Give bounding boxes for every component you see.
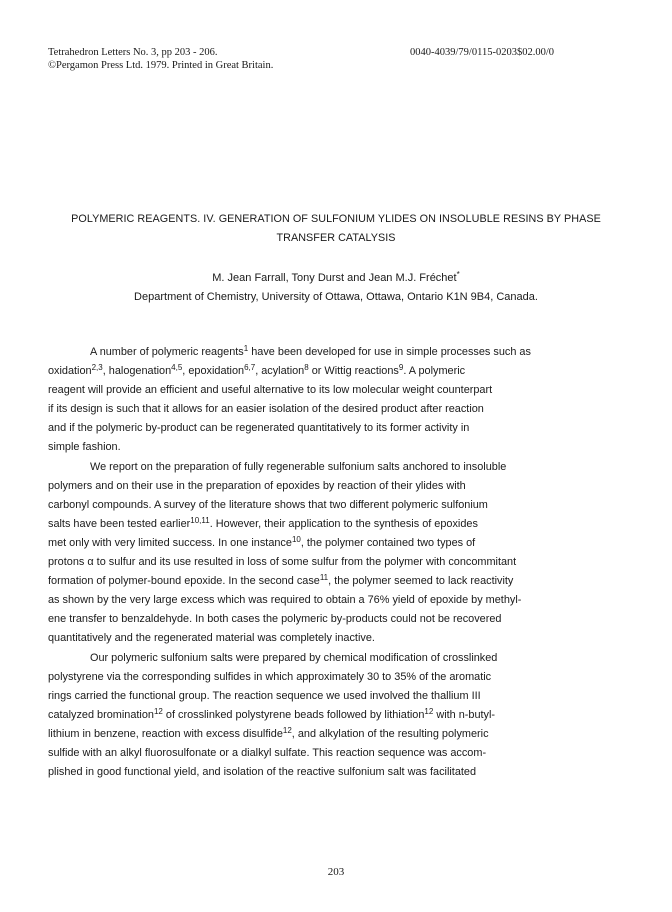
body-text-segment: carbonyl compounds. A survey of the literature shows that two different polymeric sulfonium [48, 498, 488, 511]
publisher-line: ©Pergamon Press Ltd. 1979. Printed in Great Britain. [48, 60, 274, 71]
body-text-segment: , halogenation [102, 365, 172, 378]
body-text-segment: with n-butyl- [433, 708, 496, 721]
body-line [48, 343, 620, 362]
body-line [48, 515, 620, 534]
page-number: 203 [327, 866, 345, 878]
reference-superscript: 1 [243, 344, 249, 353]
body-text-segment: polystyrene via the corresponding sulfides in which approximately 30 to 35% of the aromatic [48, 670, 492, 683]
body-text-segment: oxidation [48, 365, 92, 378]
body-text-segment: . However, their application to the synthesis of epoxides [209, 517, 478, 530]
body-line [48, 591, 620, 610]
body-text-segment: met only with very limited success. In one instance [48, 536, 292, 549]
body-text-segment: rings carried the functional group. The reaction sequence we used involved the thallium III [48, 689, 481, 702]
body-text-segment: sulfide with an alkyl fluorosulfonate or a dialkyl sulfate. This reaction sequence was accom- [48, 746, 487, 759]
body-line [48, 458, 620, 477]
body-line [48, 400, 620, 419]
body-text-segment: , epoxidation [182, 365, 245, 378]
body-line [48, 553, 620, 572]
body-line [48, 477, 620, 496]
journal-header [48, 46, 273, 72]
body-text-segment: have been developed for use in simple processes such as [248, 346, 531, 358]
body-line [48, 362, 620, 381]
body-line [48, 706, 620, 725]
body-text-segment: A number of polymeric reagents [90, 346, 244, 358]
body-text-segment: as shown by the very large excess which was required to obtain a 76% yield of epoxide by methyl- [48, 594, 522, 607]
body-line [48, 572, 620, 591]
body-text-segment: formation of polymer-bound epoxide. In the second case [48, 575, 320, 588]
body-text-segment: protons α to sulfur and its use resulted in loss of some sulfur from the polymer with concommitant [48, 556, 517, 569]
body-text-segment: . A polymeric [403, 365, 466, 378]
reference-superscript: 6,7 [244, 363, 256, 373]
body-line [48, 668, 620, 687]
body-line [48, 744, 620, 763]
body-text-segment: or Wittig reactions [308, 365, 399, 378]
body-text-segment: salts have been tested earlier [48, 517, 191, 530]
corresponding-author-mark: * [456, 270, 460, 279]
body-line [48, 629, 620, 648]
body-text-segment: if its design is such that it allows for an easier isolation of the desired product after reaction [48, 403, 484, 416]
body-text-segment: of crosslinked polystyrene beads followed by lithiation [162, 708, 425, 721]
journal-line: Tetrahedron Letters No. 3, pp 203 - 206. [48, 47, 218, 58]
author-names: M. Jean Farrall, Tony Durst and Jean M.J. Fréchet [212, 272, 457, 284]
body-text-segment: polymers and on their use in the preparation of epoxides by reaction of their ylides with [48, 479, 466, 492]
reference-superscript: 8 [304, 363, 309, 373]
body-text-segment: quantitatively and the regenerated material was completely inactive. [48, 632, 375, 645]
reference-superscript: 9 [398, 363, 404, 373]
body-line [48, 496, 620, 515]
body-text [48, 343, 620, 782]
reference-superscript: 11 [319, 573, 329, 583]
paper-title-line-1: POLYMERIC REAGENTS. IV. GENERATION OF SULFONIUM YLIDES ON INSOLUBLE RESINS BY PHASE [71, 213, 601, 225]
body-text-segment: reagent will provide an efficient and useful alternative to its low molecular weight counterpart [48, 384, 493, 397]
authors [60, 272, 612, 285]
body-line [48, 534, 620, 553]
body-line [48, 725, 620, 744]
body-text-segment: , and alkylation of the resulting polymeric [291, 727, 489, 740]
reference-superscript: 12 [153, 706, 163, 716]
body-text-segment: We report on the preparation of fully regenerable sulfonium salts anchored to insoluble [90, 460, 507, 473]
body-text-segment: plished in good functional yield, and isolation of the reactive sulfonium salt was facilitated [48, 766, 477, 779]
reference-superscript: 2,3 [91, 363, 103, 373]
body-text-segment: ene transfer to benzaldehyde. In both cases the polymeric by-products could not be recovered [48, 613, 502, 626]
body-line [48, 687, 620, 706]
body-line [48, 763, 620, 782]
body-line [48, 419, 620, 438]
body-text-segment: Our polymeric sulfonium salts were prepared by chemical modification of crosslinked [90, 651, 498, 664]
body-line [48, 649, 620, 668]
body-text-segment: , the polymer seemed to lack reactivity [328, 575, 514, 588]
body-text-segment: and if the polymeric by-product can be regenerated quantitatively to its former activity in [48, 422, 470, 435]
article-code: 0040-4039/79/0115-0203$02.00/0 [410, 47, 554, 58]
body-text-segment: catalyzed bromination [48, 708, 154, 721]
reference-superscript: 4,5 [171, 363, 183, 373]
body-text-segment: , acylation [255, 365, 305, 378]
reference-superscript: 12 [424, 706, 434, 716]
body-text-segment: lithium in benzene, reaction with excess disulfide [48, 727, 283, 740]
body-line [48, 610, 620, 629]
body-line [48, 381, 620, 400]
paper-title-line-2: TRANSFER CATALYSIS [276, 232, 396, 244]
affiliation: Department of Chemistry, University of Ottawa, Ottawa, Ontario K1N 9B4, Canada. [134, 291, 538, 303]
body-text-segment: , the polymer contained two types of [300, 536, 476, 549]
reference-superscript: 12 [282, 725, 292, 735]
body-text-segment: simple fashion. [48, 441, 121, 454]
reference-superscript: 10,11 [190, 515, 210, 525]
body-line [48, 438, 620, 457]
reference-superscript: 10 [291, 534, 301, 544]
